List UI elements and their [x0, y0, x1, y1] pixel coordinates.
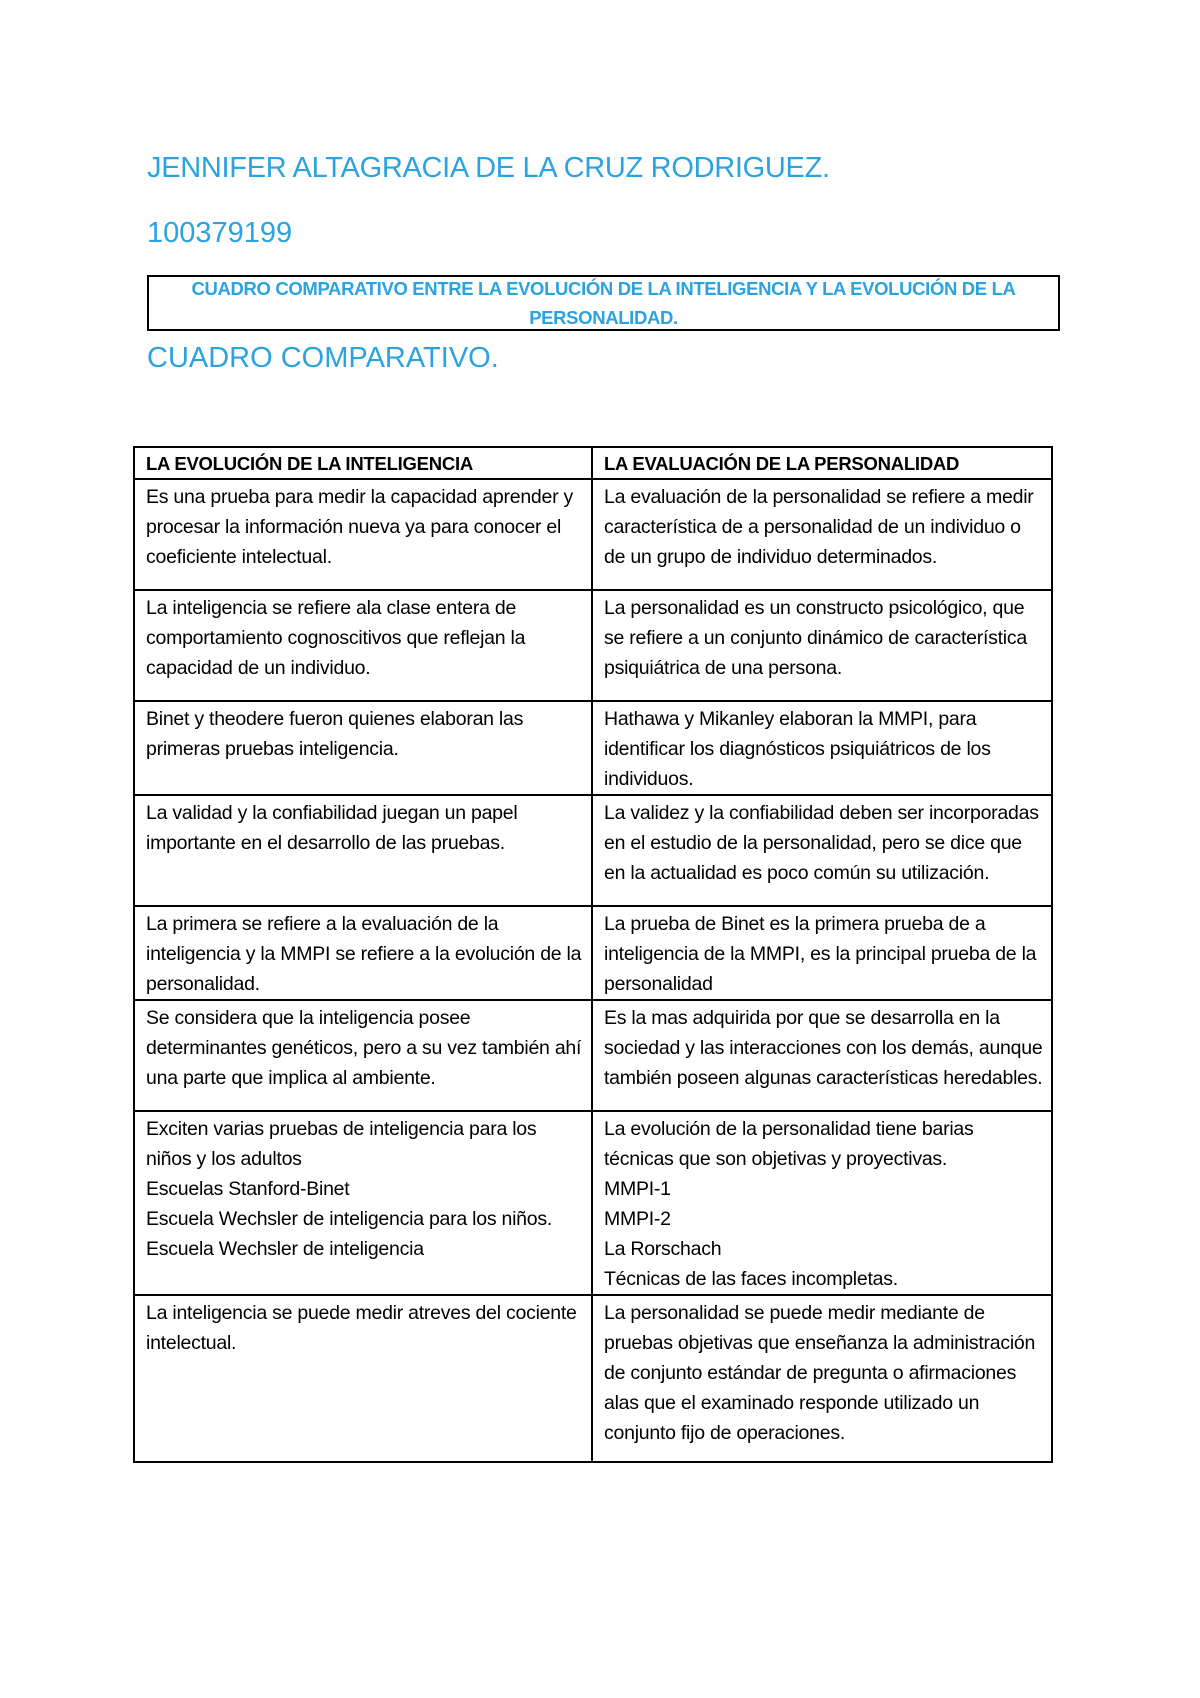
document-title-box — [147, 275, 1060, 331]
cell-text: Es la mas adquirida por que se desarrolla en la sociedad y las interacciones con los demás, aunque también poseen algunas características heredables. — [604, 1007, 1043, 1089]
cell-intelligence — [134, 906, 592, 1000]
cell-text: Escuela Wechsler de inteligencia para los niños. — [146, 1208, 553, 1230]
table-row — [134, 1295, 1052, 1462]
cell-text: La validad y la confiabilidad juegan un papel importante en el desarrollo de las pruebas. — [146, 802, 518, 854]
cell-text: La inteligencia se puede medir atreves del cociente intelectual. — [146, 1302, 577, 1354]
comparison-table — [133, 446, 1053, 1463]
cell-intelligence — [134, 479, 592, 590]
table-row — [134, 701, 1052, 795]
cell-intelligence — [134, 1295, 592, 1462]
table-header-row — [134, 447, 1052, 479]
cell-text: La Rorschach — [604, 1238, 722, 1260]
table-row — [134, 590, 1052, 701]
table-row — [134, 1000, 1052, 1111]
cell-text: La evaluación de la personalidad se refiere a medir característica de a personalidad de un individuo o de un grupo de individuo determinados. — [604, 486, 1034, 568]
table-body — [134, 479, 1052, 1462]
cell-text: Binet y theodere fueron quienes elaboran las primeras pruebas inteligencia. — [146, 708, 524, 760]
cell-text: Exciten varias pruebas de inteligencia para los niños y los adultos — [146, 1118, 537, 1170]
header-personality: LA EVALUACIÓN DE LA PERSONALIDAD — [592, 447, 1052, 479]
cell-personality — [592, 590, 1052, 701]
cell-text: MMPI-2 — [604, 1208, 671, 1230]
cell-text: Es una prueba para medir la capacidad aprender y procesar la información nueva ya para conocer el coeficiente intelectual. — [146, 486, 574, 568]
table-row — [134, 795, 1052, 906]
cell-intelligence — [134, 701, 592, 795]
cell-text: La personalidad se puede medir mediante de pruebas objetivas que enseñanza la administración de conjunto estándar de pregunta o afirmaciones alas que el examinado responde utilizado un conjunto fijo de operaciones. — [604, 1302, 1036, 1444]
table-row — [134, 906, 1052, 1000]
cell-personality — [592, 479, 1052, 590]
cell-text: La primera se refiere a la evaluación de la inteligencia y la MMPI se refiere a la evolución de la personalidad. — [146, 913, 582, 995]
cell-personality — [592, 1000, 1052, 1111]
cell-text: La evolución de la personalidad tiene barias técnicas que son objetivas y proyectivas. — [604, 1118, 974, 1170]
cell-intelligence — [134, 1000, 592, 1111]
cell-intelligence — [134, 795, 592, 906]
cell-intelligence — [134, 1111, 592, 1295]
cell-personality — [592, 1111, 1052, 1295]
cell-text: La personalidad es un constructo psicológico, que se refiere a un conjunto dinámico de característica psiquiátrica de una persona. — [604, 597, 1027, 679]
section-heading: CUADRO COMPARATIVO. — [147, 342, 499, 374]
cell-text: Se considera que la inteligencia posee determinantes genéticos, pero a su vez también ahí una parte que implica al ambiente. — [146, 1007, 582, 1089]
cell-personality — [592, 1295, 1052, 1462]
document-title: CUADRO COMPARATIVO ENTRE LA EVOLUCIÓN DE LA INTELIGENCIA Y LA EVOLUCIÓN DE LA PERSONALIDAD. — [191, 278, 1016, 328]
author-name: JENNIFER ALTAGRACIA DE LA CRUZ RODRIGUEZ. — [147, 152, 830, 184]
cell-personality — [592, 795, 1052, 906]
cell-text: La prueba de Binet es la primera prueba de a inteligencia de la MMPI, es la principal prueba de la personalidad — [604, 913, 1037, 995]
cell-text: Escuelas Stanford-Binet — [146, 1178, 350, 1200]
student-id: 100379199 — [147, 217, 293, 249]
cell-text: La inteligencia se refiere ala clase entera de comportamiento cognoscitivos que reflejan la capacidad de un individuo. — [146, 597, 526, 679]
header-intelligence: LA EVOLUCIÓN DE LA INTELIGENCIA — [134, 447, 592, 479]
cell-text: Hathawa y Mikanley elaboran la MMPI, para identificar los diagnósticos psiquiátricos de los individuos. — [604, 708, 991, 790]
cell-text: La validez y la confiabilidad deben ser incorporadas en el estudio de la personalidad, pero se dice que en la actualidad es poco común su utilización. — [604, 802, 1039, 884]
cell-text: Técnicas de las faces incompletas. — [604, 1268, 898, 1290]
cell-personality — [592, 906, 1052, 1000]
table-row — [134, 1111, 1052, 1295]
cell-intelligence — [134, 590, 592, 701]
cell-text: MMPI-1 — [604, 1178, 671, 1200]
table-row — [134, 479, 1052, 590]
cell-personality — [592, 701, 1052, 795]
cell-text: Escuela Wechsler de inteligencia — [146, 1238, 424, 1260]
